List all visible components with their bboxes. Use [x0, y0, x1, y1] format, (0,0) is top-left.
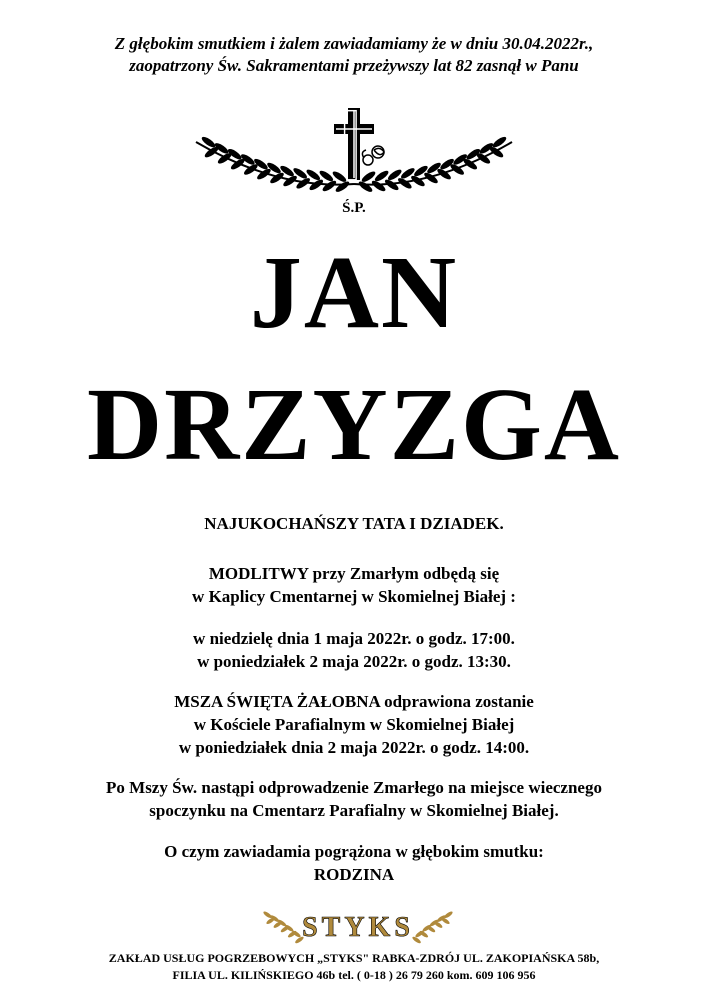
emblem-label: Ś.P. — [342, 200, 366, 216]
mass-section — [0, 690, 708, 759]
intro-text — [0, 33, 708, 77]
deceased-first-name: JAN — [249, 235, 459, 350]
deceased-last-name: DRZYZGA — [86, 367, 622, 482]
cross-laurel-emblem — [188, 100, 520, 220]
laurel-left-icon — [262, 910, 304, 944]
burial-line-2: spoczynku na Cmentarz Parafialny w Skomielnej Białej. — [149, 801, 559, 820]
prayers-line-2: w Kaplicy Cmentarnej w Skomielnej Białej : — [192, 587, 516, 606]
cross-icon — [334, 108, 374, 180]
mass-line-1: MSZA ŚWIĘTA ŻAŁOBNA odprawiona zostanie — [174, 692, 534, 711]
burial-line-1: Po Mszy Św. nastąpi odprowadzenie Zmarłego na miejsce wiecznego — [106, 778, 602, 797]
logo-text: STYKS — [302, 912, 414, 943]
prayers-date-2: w poniedziałek 2 maja 2022r. o godz. 13:30. — [197, 652, 511, 671]
styks-logo — [258, 904, 458, 950]
prayers-dates — [0, 627, 708, 673]
footer-line-1: ZAKŁAD USŁUG POGRZEBOWYCH „STYKS" RABKA-ZDRÓJ UL. ZAKOPIAŃSKA 58b, — [108, 951, 600, 965]
laurel-left-icon — [196, 135, 354, 194]
prayers-date-1: w niedzielę dnia 1 maja 2022r. o godz. 17:00. — [193, 629, 515, 648]
prayers-section — [0, 562, 708, 608]
closing-line-1: O czym zawiadamia pogrążona w głębokim smutku: — [164, 842, 544, 861]
mass-line-3: w poniedziałek dnia 2 maja 2022r. o godz. 14:00. — [178, 738, 530, 757]
prayers-line-1: MODLITWY przy Zmarłym odbędą się — [208, 564, 500, 583]
intro-line-2: zaopatrzony Św. Sakramentami przeżywszy lat 82 zasnął w Panu — [129, 56, 579, 75]
laurel-right-icon — [411, 910, 453, 944]
closing-section — [0, 840, 708, 886]
footer — [0, 950, 708, 984]
footer-line-2: FILIA UL. KILIŃSKIEGO 46b tel. ( 0-18 ) 26 79 260 kom. 609 106 956 — [172, 968, 536, 982]
laurel-right-icon — [354, 135, 512, 194]
intro-line-1: Z głębokim smutkiem i żalem zawiadamiamy że w dniu 30.04.2022r., — [114, 34, 594, 53]
burial-section — [0, 776, 708, 822]
flower-icon — [362, 146, 384, 165]
closing-line-2: RODZINA — [313, 865, 395, 884]
mass-line-2: w Kościele Parafialnym w Skomielnej Białej — [193, 715, 515, 734]
dedication: NAJUKOCHAŃSZY TATA I DZIADEK. — [204, 514, 504, 533]
